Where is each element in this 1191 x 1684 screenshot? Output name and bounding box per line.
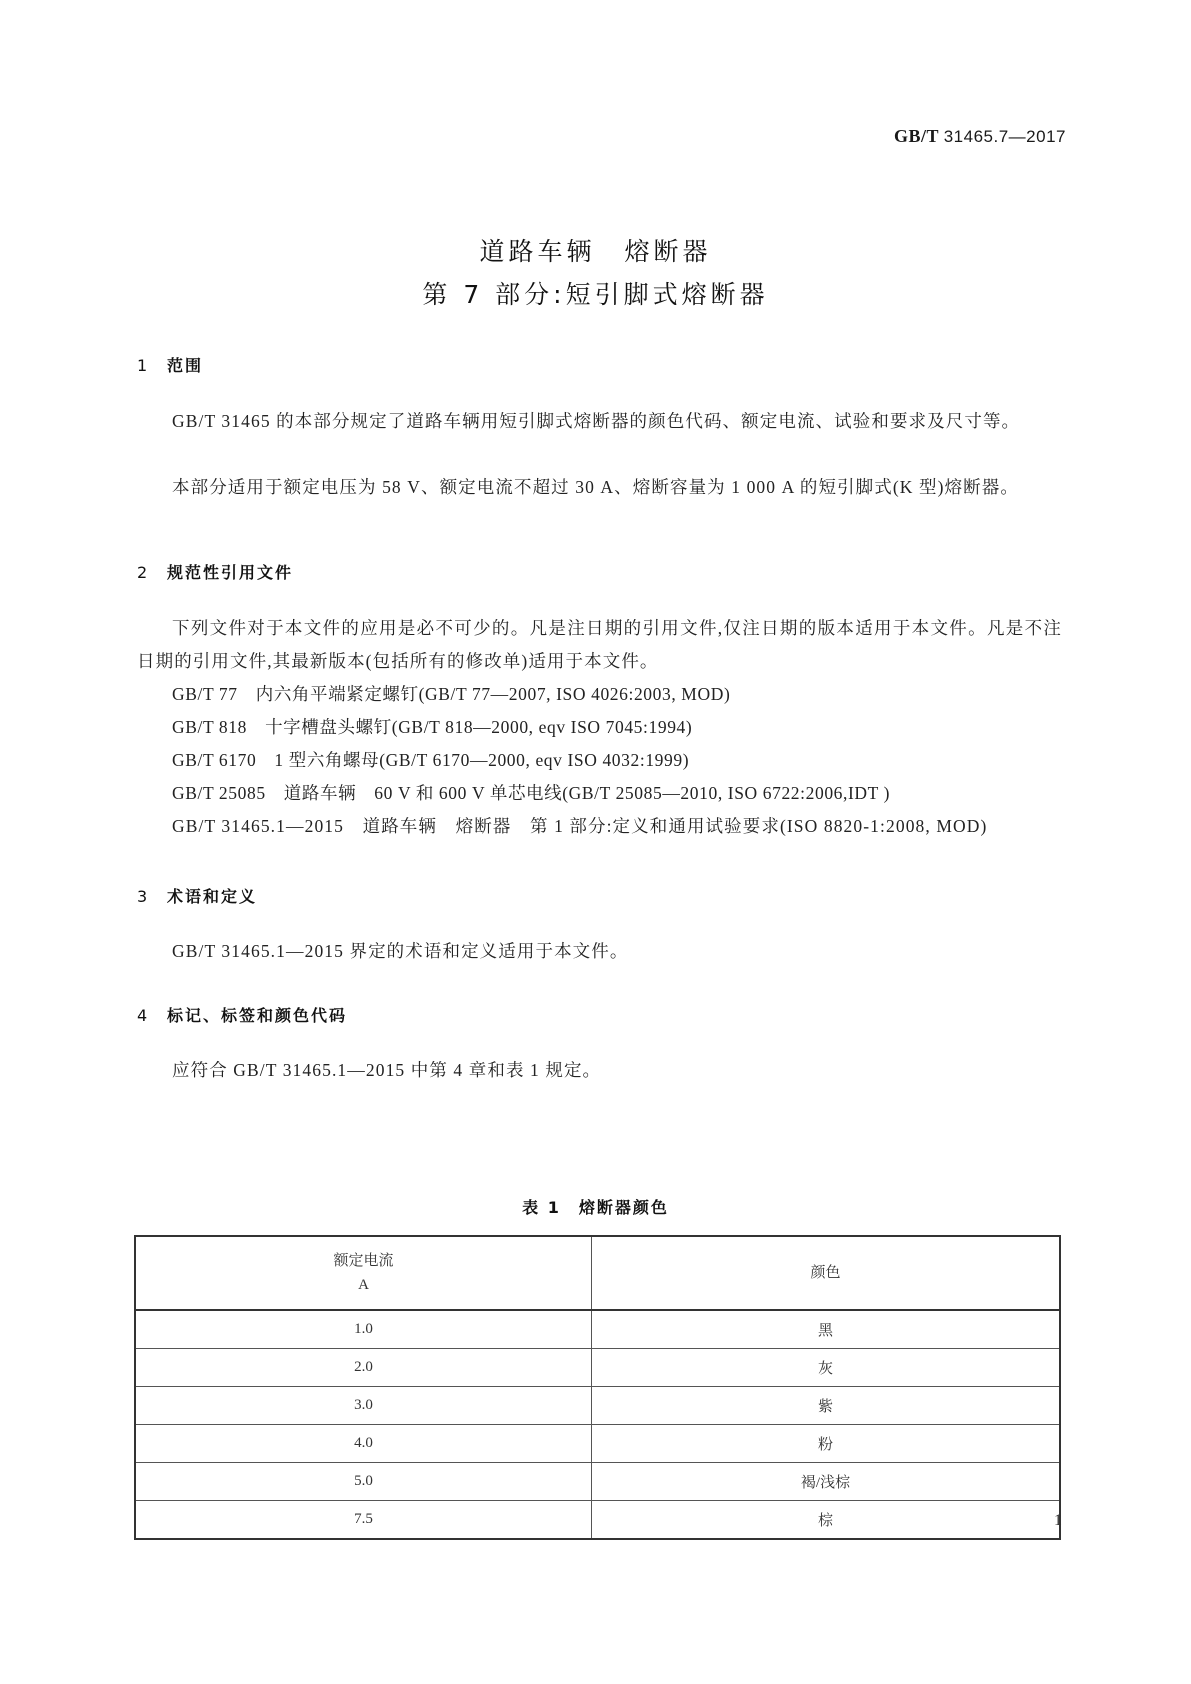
page-number: 1	[1054, 1512, 1062, 1529]
section-heading-terms-definitions	[137, 884, 257, 907]
section-title: 标记、标签和颜色代码	[167, 1006, 348, 1025]
section-title: 术语和定义	[167, 887, 258, 906]
section-number: 2	[137, 563, 150, 582]
table-row	[135, 1425, 1060, 1463]
section-heading-normative-references	[137, 560, 293, 583]
section-title: 规范性引用文件	[167, 563, 294, 582]
references-intro-paragraph: 下列文件对于本文件的应用是必不可少的。凡是注日期的引用文件,仅注日期的版本适用于本文件。凡是不注日期的引用文件,其最新版本(包括所有的修改单)适用于本文件。	[137, 618, 1062, 671]
section-title: 范围	[167, 356, 204, 375]
cell-current: 7.5	[135, 1501, 592, 1540]
document-title-line1: 道路车辆 熔断器	[479, 237, 712, 266]
section-number: 4	[137, 1006, 150, 1025]
document-title-line2: 第 7 部分:短引脚式熔断器	[422, 280, 769, 309]
cell-current: 4.0	[135, 1425, 592, 1463]
marking-paragraph: 应符合 GB/T 31465.1—2015 中第 4 章和表 1 规定。	[172, 1060, 602, 1080]
cell-color: 黑	[592, 1310, 1061, 1349]
reference-item: GB/T 31465.1—2015 道路车辆 熔断器 第 1 部分:定义和通用试验要求(ISO 8820-1:2008, MOD)	[172, 816, 988, 836]
table-header-row	[135, 1236, 1060, 1310]
header-label: 额定电流	[333, 1253, 394, 1269]
table-row	[135, 1463, 1060, 1501]
table-row	[135, 1349, 1060, 1387]
scope-paragraph-2: 本部分适用于额定电压为 58 V、额定电流不超过 30 A、熔断容量为 1 000 A 的短引脚式(K 型)熔断器。	[172, 477, 1019, 497]
reference-item: GB/T 818 十字槽盘头螺钉(GB/T 818—2000, eqv ISO 7045:1994)	[172, 717, 693, 737]
standard-prefix: GB/T	[893, 126, 939, 146]
reference-item: GB/T 77 内六角平端紧定螺钉(GB/T 77—2007, ISO 4026:2003, MOD)	[172, 684, 731, 704]
fuse-color-table	[134, 1235, 1061, 1540]
reference-item: GB/T 25085 道路车辆 60 V 和 600 V 单芯电线(GB/T 25085—2010, ISO 6722:2006,IDT )	[172, 783, 891, 803]
table-row	[135, 1387, 1060, 1425]
section-number: 3	[137, 887, 150, 906]
cell-current: 2.0	[135, 1349, 592, 1387]
scope-paragraph-1: GB/T 31465 的本部分规定了道路车辆用短引脚式熔断器的颜色代码、额定电流、试验和要求及尺寸等。	[172, 411, 1021, 431]
cell-color: 棕	[592, 1501, 1061, 1540]
cell-color: 褐/浅棕	[592, 1463, 1061, 1501]
cell-color: 灰	[592, 1349, 1061, 1387]
section-heading-scope	[137, 353, 203, 376]
section-number: 1	[137, 356, 150, 375]
cell-current: 1.0	[135, 1310, 592, 1349]
standard-number: 31465.7—2017	[943, 127, 1066, 146]
cell-current: 3.0	[135, 1387, 592, 1425]
table-row	[135, 1310, 1060, 1349]
cell-current: 5.0	[135, 1463, 592, 1501]
reference-item: GB/T 6170 1 型六角螺母(GB/T 6170—2000, eqv ISO 4032:1999)	[172, 750, 690, 770]
standard-code	[894, 126, 1066, 147]
section-heading-marking-labelling	[137, 1003, 347, 1026]
header-unit: A	[358, 1277, 369, 1293]
terms-paragraph: GB/T 31465.1—2015 界定的术语和定义适用于本文件。	[172, 941, 629, 961]
cell-color: 粉	[592, 1425, 1061, 1463]
table-caption: 表 1 熔断器颜色	[522, 1198, 669, 1217]
column-header-color: 颜色	[592, 1236, 1061, 1310]
cell-color: 紫	[592, 1387, 1061, 1425]
column-header-rated-current	[135, 1236, 592, 1310]
table-row	[135, 1501, 1060, 1540]
